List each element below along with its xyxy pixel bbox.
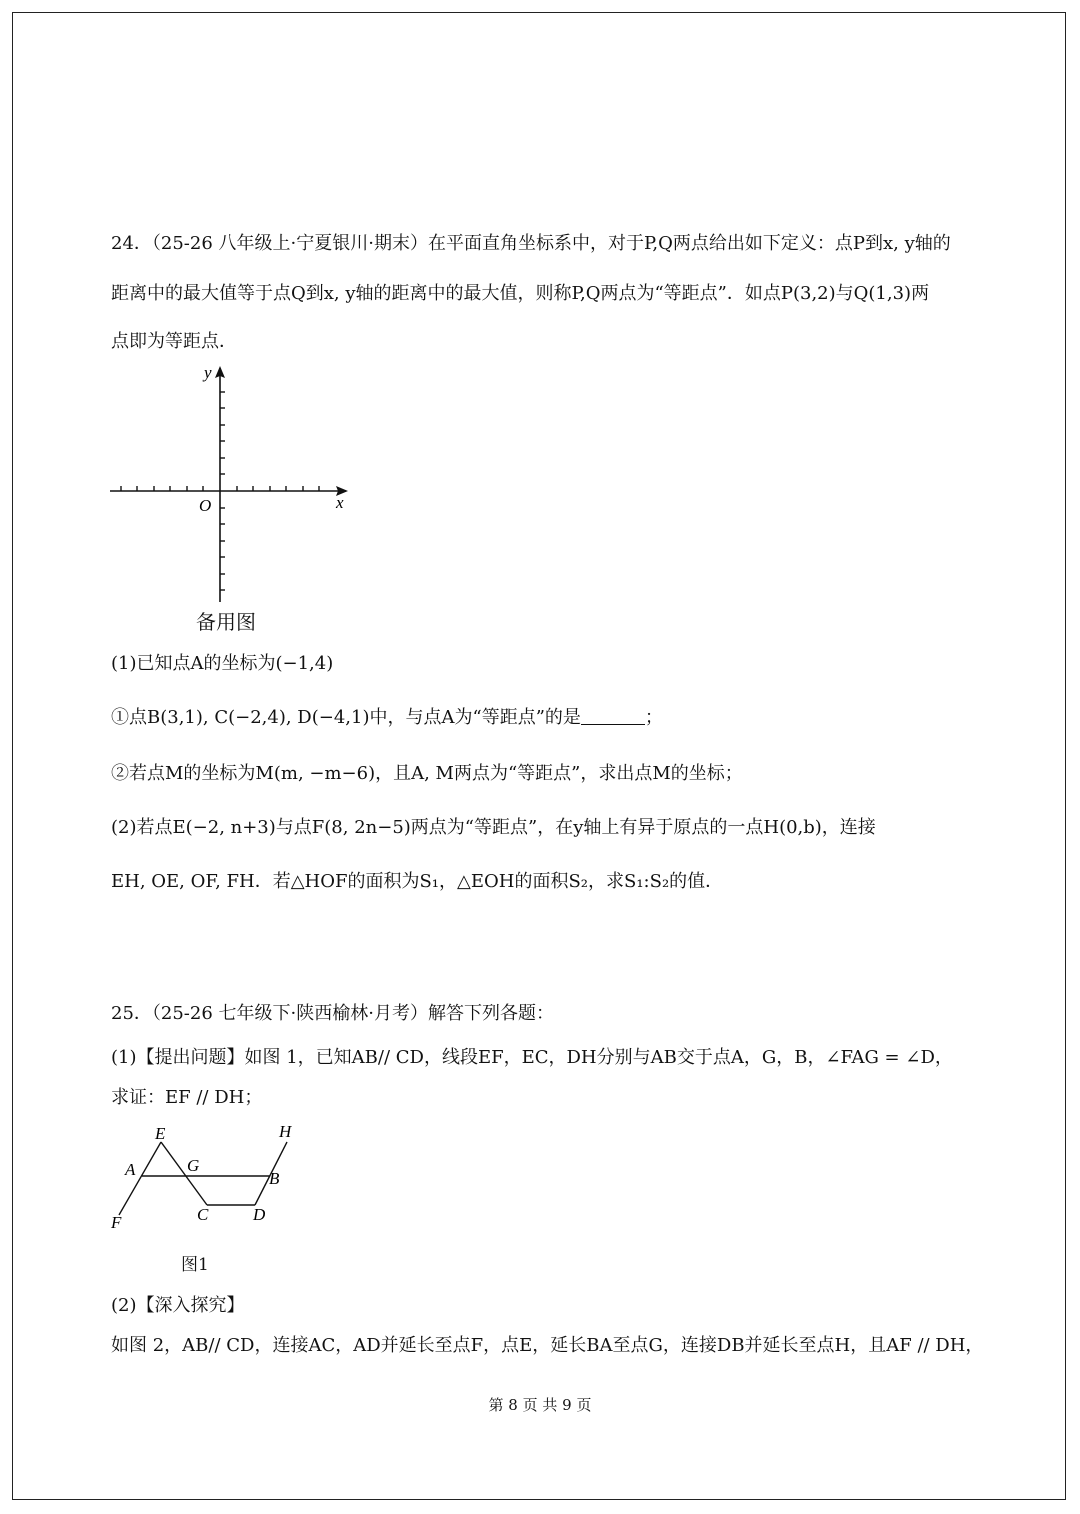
q24-line2: 距离中的最大值等于点Q到x, y轴的距离中的最大值，则称P,Q两点为“等距点”．如点P(3,2)与Q(1,3)两 [111,283,930,304]
point-label-a: A [125,1160,136,1179]
point-label-f: F [111,1213,122,1232]
figure-caption-backup: 备用图 [196,610,256,634]
y-axis-label: y [204,363,212,382]
q24-part2-line1: (2)若点E(−2, n+3)与点F(8, 2n−5)两点为“等距点”，在y轴上有异于原点的一点H(0,b)，连接 [111,817,876,838]
point-label-d: D [253,1205,266,1224]
geometry-figure-1 [105,1120,305,1230]
q25-line1: 25．（25-26 七年级下·陕西榆林·月考）解答下列各题： [111,1003,554,1024]
q25-part2-title: (2)【深入探究】 [111,1295,245,1316]
figure-caption-1: 图1 [181,1255,209,1275]
coordinate-figure [100,360,360,620]
q25-part2-line1: 如图 2，AB// CD，连接AC，AD并延长至点F，点E，延长BA至点G，连接DB并延长至点H，且AF // DH， [111,1335,984,1356]
segment-ec [161,1142,207,1205]
q25-part1-line2: 求证：EF // DH； [111,1087,263,1108]
q24-line1: 24．（25-26 八年级上·宁夏银川·期末）在平面直角坐标系中，对于P,Q两点给出如下定义：点P到x, y轴的 [111,233,951,254]
q24-part2-line2: EH, OE, OF, FH．若△HOF的面积为S₁，△EOH的面积S₂，求S₁:S₂的值． [111,871,724,892]
answer-blank[interactable] [581,706,645,725]
page-footer: 第 8 页 共 9 页 [488,1396,592,1414]
origin-label: O [199,496,212,515]
point-label-e: E [155,1124,166,1143]
q24-part1-b: ②若点M的坐标为M(m, −m−6)，且A, M两点为“等距点”，求出点M的坐标； [111,763,743,784]
q24-part1-a-end: ； [644,707,663,728]
q24-part1: (1)已知点A的坐标为(−1,4) [111,653,334,674]
q25-part1-line1: (1)【提出问题】如图 1，已知AB// CD，线段EF，EC，DH分别与AB交于点A，G，B，∠FAG = ∠D， [111,1047,953,1068]
point-label-b: B [269,1169,280,1188]
x-axis-label: x [336,493,344,512]
q24-part1-a-text: ①点B(3,1), C(−2,4), D(−4,1)中，与点A为“等距点”的是 [111,707,581,728]
q24-line3: 点即为等距点． [111,331,237,352]
point-label-h: H [279,1122,292,1141]
point-label-c: C [197,1205,209,1224]
q24-part1-a [111,706,663,730]
point-label-g: G [187,1156,200,1175]
